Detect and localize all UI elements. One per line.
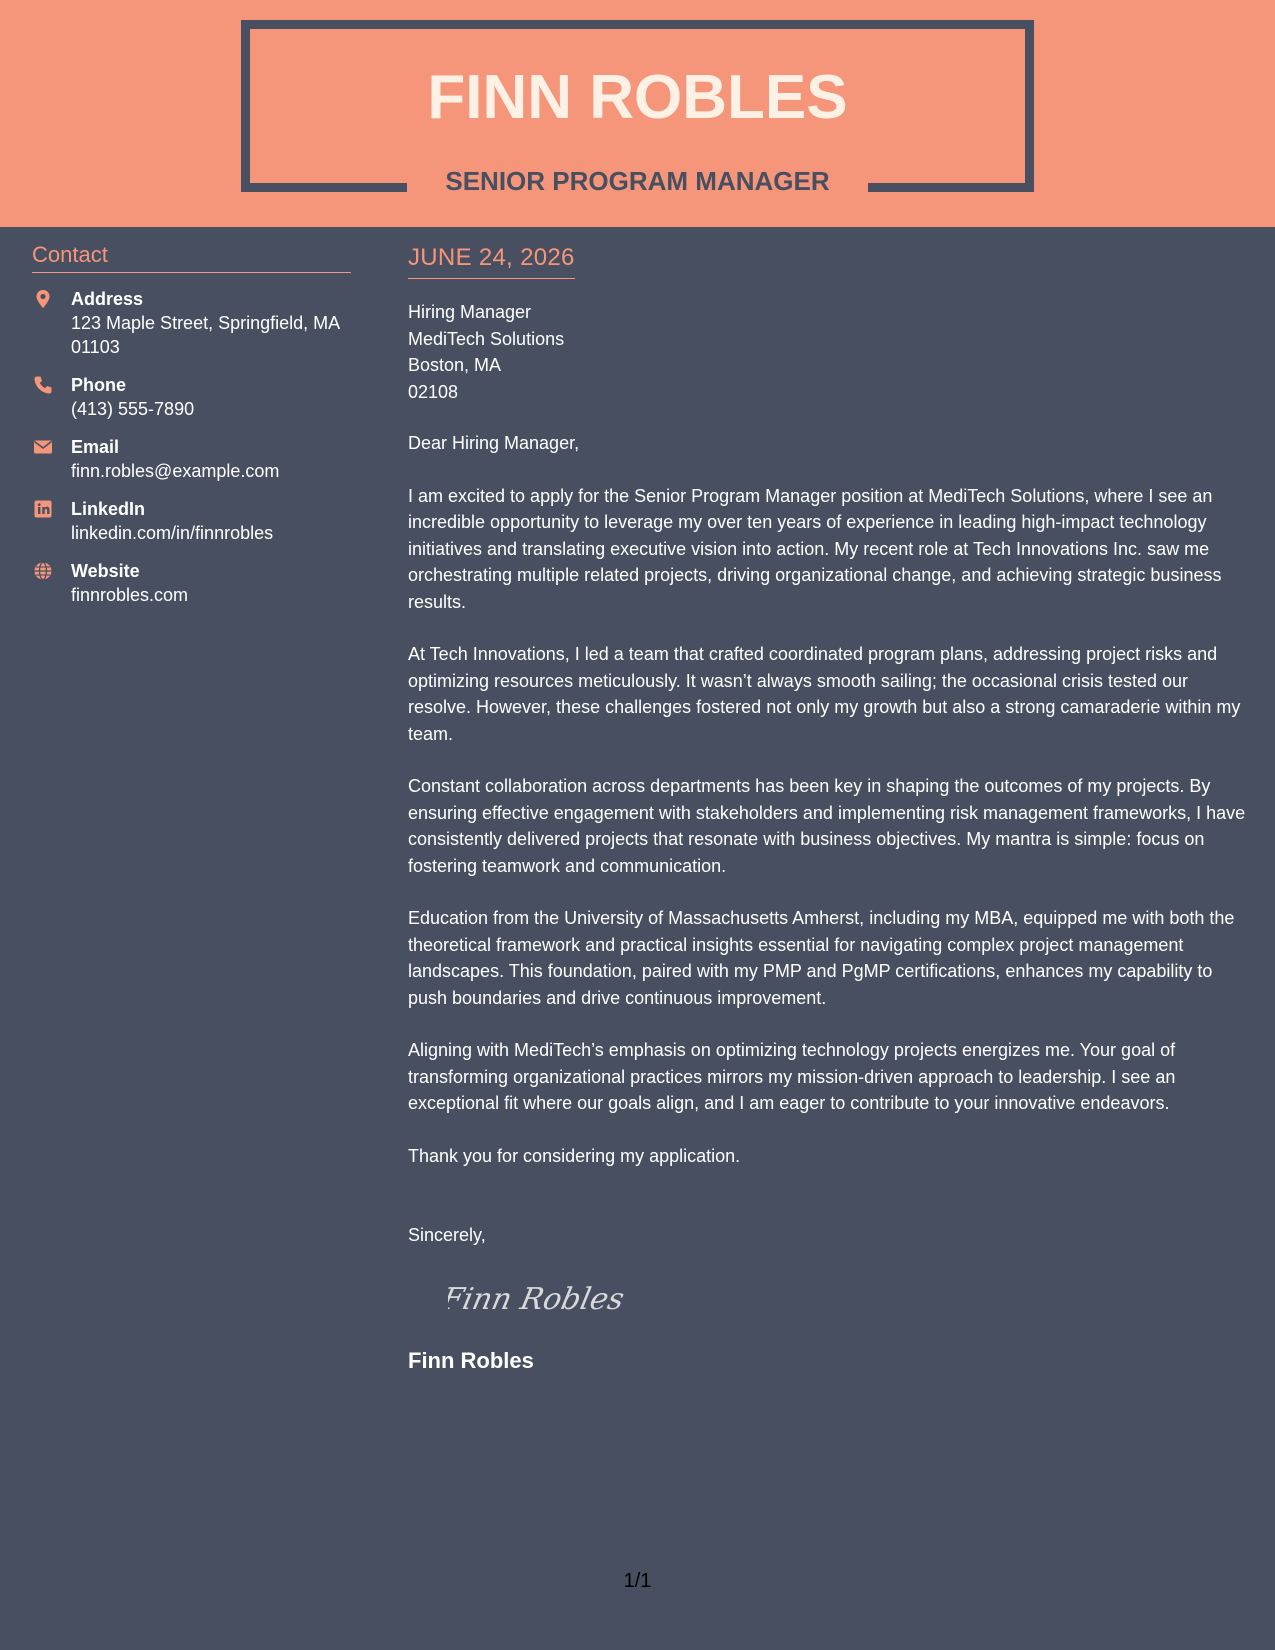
frame-border [241, 20, 1034, 29]
globe-icon [33, 561, 53, 581]
body-paragraph: Education from the University of Massachusetts Amherst, including my MBA, equipped me with both the theoretical framework and practical insights essential for navigating complex project management landscapes. This foundation, paired with my PMP and PgMP certifications, enhances my capability to push boundaries and drive continuous improvement. [408, 908, 1235, 1008]
contact-item-address [32, 287, 351, 359]
body-paragraph: At Tech Innovations, I led a team that crafted coordinated program plans, addressing project risks and optimizing resources meticulously. It wasn’t always smooth sailing; the occasional crisis tested our resolve. However, these challenges fostered not only my growth but also a strong camaraderie within my team. [408, 644, 1241, 744]
email-value[interactable]: finn.robles@example.com [71, 461, 280, 481]
contact-heading: Contact [32, 242, 351, 273]
contact-item-email [32, 435, 351, 483]
phone-icon [33, 375, 53, 395]
linkedin-value[interactable]: linkedin.com/in/finnrobles [71, 523, 274, 543]
letter-date: JUNE 24, 2026 [408, 244, 575, 279]
closing: Sincerely, [408, 1225, 486, 1245]
body-paragraph: Thank you for considering my application. [408, 1145, 741, 1166]
website-value[interactable]: finnrobles.com [71, 585, 189, 605]
recipient-line: Hiring Manager [408, 302, 532, 322]
recipient-line: 02108 [408, 381, 459, 402]
letter-body [408, 244, 1253, 1374]
job-title: SENIOR PROGRAM MANAGER [445, 166, 830, 196]
body-paragraph: Aligning with MediTech’s emphasis on optimizing technology projects energizes me. Your goal of transforming organizational practices mirrors my mission-driven approach to leadership. I see an exceptional fit where our goals align, and I am eager to contribute to your innovative endeavors. [408, 1040, 1176, 1113]
contact-label: LinkedIn [71, 499, 146, 519]
body-paragraph: Constant collaboration across departments has been key in shaping the outcomes of my projects. By ensuring effective engagement with stakeholders and implementing risk management frameworks, I have consistently delivered projects that resonate with business objectives. My mantra is simple: focus on fostering teamwork and communication. [408, 776, 1246, 876]
signature-text: Finn Robles [448, 1281, 628, 1317]
contact-sidebar [32, 242, 351, 607]
envelope-icon [33, 437, 53, 457]
contact-item-website [32, 559, 351, 607]
contact-item-linkedin [32, 497, 351, 545]
recipient-block [408, 299, 1253, 405]
salutation: Dear Hiring Manager, [408, 433, 580, 453]
body-paragraph: I am excited to apply for the Senior Program Manager position at MediTech Solutions, where I see an incredible opportunity to leverage my over ten years of experience in leading high-impact technology initiatives and translating executive vision into action. My recent role at Tech Innovations Inc. saw me orchestrating multiple related projects, driving organizational change, and achieving strategic business results. [408, 485, 1222, 612]
contact-label: Website [71, 561, 140, 581]
contact-label: Address [71, 289, 144, 309]
header-banner [0, 0, 1275, 227]
recipient-line: Boston, MA [408, 355, 502, 375]
address-value: 123 Maple Street, Springfield, MA 01103 [71, 313, 340, 357]
contact-label: Phone [71, 375, 127, 395]
contact-label: Email [71, 437, 120, 457]
applicant-name: FINN ROBLES [427, 63, 848, 132]
sender-name: Finn Robles [408, 1347, 534, 1373]
handwritten-signature [448, 1273, 648, 1323]
linkedin-icon [33, 499, 53, 519]
recipient-line: MediTech Solutions [408, 328, 565, 349]
map-pin-icon [33, 289, 53, 309]
contact-item-phone [32, 373, 351, 421]
phone-value: (413) 555-7890 [71, 399, 195, 419]
page-number: 1/1 [623, 1570, 652, 1592]
